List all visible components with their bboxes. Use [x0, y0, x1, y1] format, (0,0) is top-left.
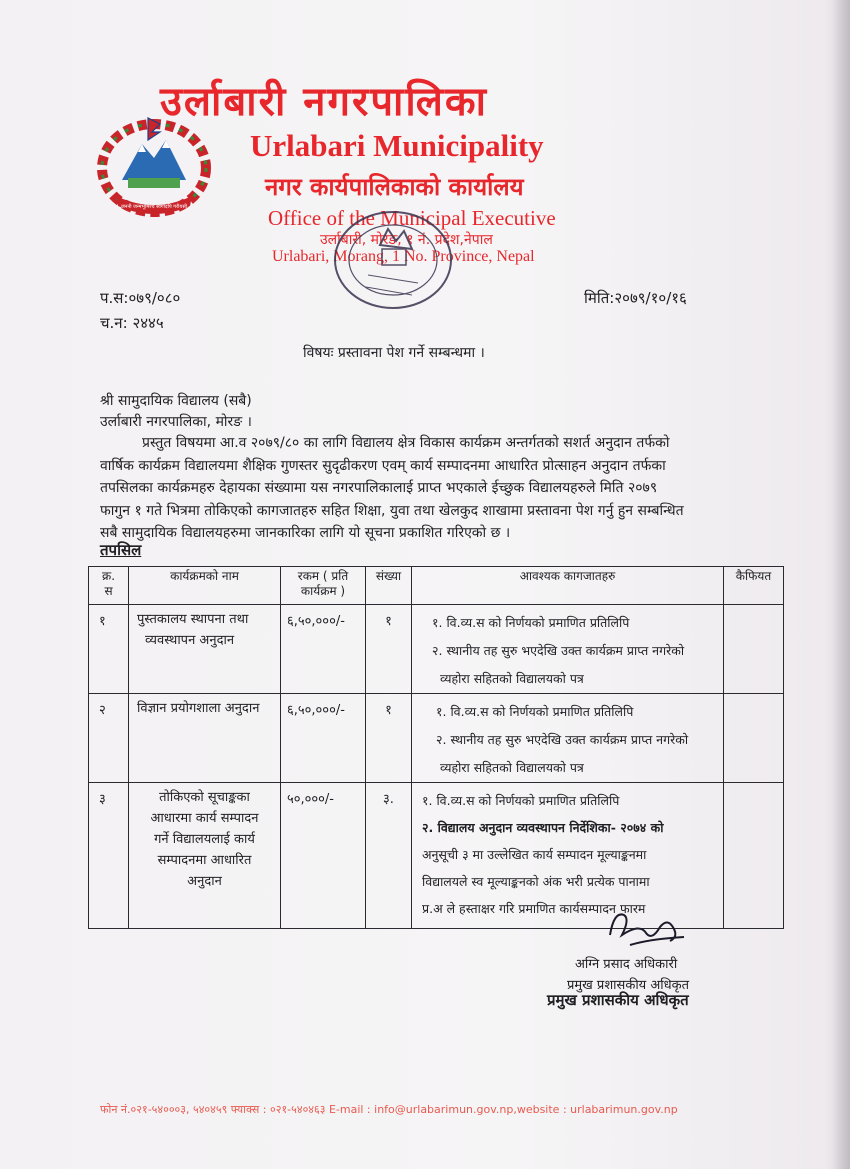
header-nepali-title: उर्लाबारी नगरपालिका — [160, 79, 488, 125]
header-english-office: Office of the Municipal Executive — [268, 206, 556, 230]
row-program: विज्ञान प्रयोगशाला अनुदान — [129, 694, 281, 783]
row-documents: १. वि.व्य.स को निर्णयको प्रमाणित प्रतिलिपि २. स्थानीय तह सुरु भएदेखि उक्त कार्यक्रम प्राप्त नगरेको व्यहोरा सहितको विद्यालयको पत्र — [412, 694, 724, 783]
table-row — [89, 694, 784, 783]
row-remarks — [724, 605, 784, 694]
header-docs: आवश्यक कागजातहरु — [412, 567, 724, 605]
row-sn: १ — [89, 605, 129, 694]
section-title: तपसिल — [100, 541, 142, 559]
letter-date: मिति:२०७९/१०/१६ — [584, 289, 687, 307]
recipient-line-1: श्री सामुदायिक विद्यालय (सबै) — [100, 393, 252, 409]
signature-icon — [600, 905, 690, 953]
body-line: फागुन १ गते भित्रमा तोकिएको कागजातहरु सहित शिक्षा, युवा तथा खेलकुद शाखामा प्रस्तावना पेश गर्नु हुन सम्बन्धित — [100, 502, 684, 519]
letter-subject: विषयः प्रस्तावना पेश गर्ने सम्बन्धमा । — [303, 345, 485, 361]
body-line: प्रस्तुत विषयमा आ.व २०७९/८० का लागि विद्यालय क्षेत्र विकास कार्यक्रम अन्तर्गतको सशर्त अनुदान तर्फको — [142, 435, 670, 451]
row-remarks — [724, 694, 784, 783]
row-sn: २ — [89, 694, 129, 783]
signatory-name: अग्नि प्रसाद अधिकारी — [575, 957, 678, 972]
row-count: १ — [366, 694, 412, 783]
header-count: संख्या — [366, 567, 412, 605]
office-seal-stamp-icon — [328, 205, 458, 315]
body-line: तपसिलका कार्यक्रमहरु देहायका संख्यामा यस नगरपालिकालाई प्राप्त भएकाले ईच्छुक विद्यालयहरुले मिति २०७९ — [100, 480, 658, 496]
dispatch-number: च.न: २४४५ — [100, 314, 164, 332]
signatory-designation: प्रमुख प्रशासकीय अधिकृत — [567, 978, 690, 993]
body-line: सबै सामुदायिक विद्यालयहरुमा जानकारिका लागि यो सूचना प्रकाशित गरिएको छ । — [100, 525, 511, 541]
row-documents: १. वि.व्य.स को निर्णयको प्रमाणित प्रतिलिपि २. विद्यालय अनुदान व्यवस्थापन निर्देशिका- २०७४ को अनुसूची ३ मा उल्लेखित कार्य सम्पादन मूल्याङ्कनमा विद्यालयले स्व मूल्याङ्कनको अंक भरी प्रत्येक पानामा प्र.अ ले हस्ताक्षर गरि प्रमाणित कार्यसम्पादन फारम — [412, 783, 724, 929]
table-row — [89, 605, 784, 694]
reference-number: प.स:०७९/०८० — [100, 289, 181, 307]
header-amount: रकम ( प्रति कार्यक्रम ) — [281, 567, 366, 605]
header-english-title: Urlabari Municipality — [250, 128, 544, 163]
header-remarks: कैफियत — [724, 567, 784, 605]
row-amount: ६,५०,०००/- — [281, 605, 366, 694]
header-nepali-office: नगर कार्यपालिकाको कार्यालय — [265, 173, 524, 201]
row-program: पुस्तकालय स्थापना तथा व्यवस्थापन अनुदान — [129, 605, 281, 694]
footer-contact: फोन नं.०२१-५४०००३, ५४०४५९ फ्याक्स : ०२१-५४०४६३ E-mail : info@urlabarimun.gov.np,website : urlabarimun.gov.np — [100, 1103, 678, 1116]
row-documents: १. वि.व्य.स को निर्णयको प्रमाणित प्रतिलिपि २. स्थानीय तह सुरु भएदेखि उक्त कार्यक्रम प्राप्त नगरेको व्यहोरा सहितको विद्यालयको पत्र — [412, 605, 724, 694]
row-sn: ३ — [89, 783, 129, 929]
page-edge-shadow — [832, 0, 850, 1169]
header-sn: क्र. स — [89, 567, 129, 605]
program-table — [88, 566, 784, 929]
row-remarks — [724, 783, 784, 929]
header-nepali-address: उर्लाबारी, मोरङ, १ नं. प्रदेश,नेपाल — [320, 232, 493, 248]
row-count: ३. — [366, 783, 412, 929]
header-program: कार्यक्रमको नाम — [129, 567, 281, 605]
row-amount: ६,५०,०००/- — [281, 694, 366, 783]
body-line: वार्षिक कार्यक्रम विद्यालयमा शैक्षिक गुणस्तर सुदृढीकरण एवम् कार्य सम्पादनमा आधारित प्रोत्साहन अनुदान तर्फका — [100, 457, 666, 474]
row-program: तोकिएको सूचाङ्कका आधारमा कार्य सम्पादन गर्ने विद्यालयलाई कार्य सम्पादनमा आधारित अनुदान — [129, 783, 281, 929]
recipient-line-2: उर्लाबारी नगरपालिका, मोरङ । — [100, 414, 252, 430]
designation-stamp: प्रमुख प्रशासकीय अधिकृत — [547, 991, 689, 1009]
header-english-address: Urlabari, Morang, 1 No. Province, Nepal — [272, 248, 535, 265]
table-header-row — [89, 567, 784, 605]
svg-text:जननी जन्मभूमिश्च स्वर्गादपि गर: जननी जन्मभूमिश्च स्वर्गादपि गरीयसी — [120, 204, 188, 210]
letter-body — [100, 432, 748, 545]
row-count: १ — [366, 605, 412, 694]
row-amount: ५०,०००/- — [281, 783, 366, 929]
